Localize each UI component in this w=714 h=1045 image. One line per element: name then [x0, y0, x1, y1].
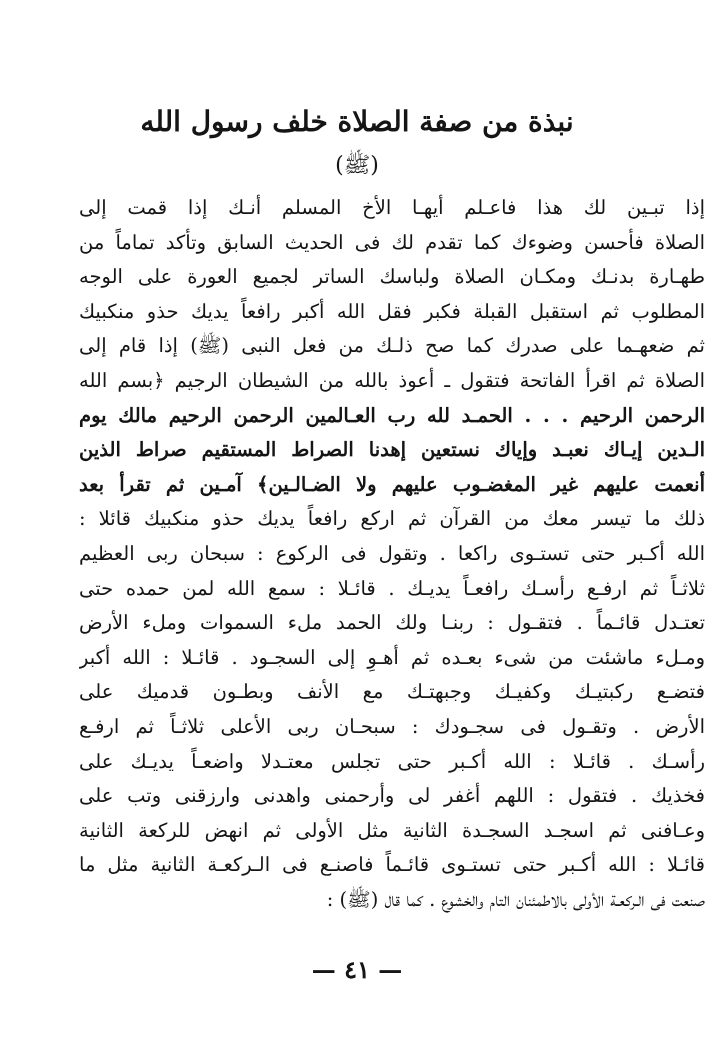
text-line: ذلك ما تيسر معك من القرآن ثم اركع رافعاً يديك حذو منكبيك قائلا : [79, 507, 705, 531]
text-line: ثم ضعهـما على صدرك كما صح ذلـك من فعل النبى (ﷺ) إذا قام إلى [79, 334, 705, 358]
text-line: الأرض . وتقـول فى سجـودك : سبحـان ربى الأعلى ثلاثـاً ثم ارفـع [79, 714, 705, 738]
text-line: ومـلء ماشئت من شىء بعـده ثم أهـوِ إلى السجـود . قائـلا : الله أكبر [79, 645, 705, 669]
text-line: ثلاثـاً ثم ارفـع رأسـك رافعـاً يديـك . قائـلا : سمع الله لمن حمده حتى [79, 576, 705, 600]
text-line: الله أكـبر حتى تستـوى راكعا . وتقول فى الركوع : سبحان ربى العظيم [79, 541, 705, 565]
text-line: فتضـع ركبتيـك وكفيـك وجبهتـك مع الأنف وبطـون قدميك على [79, 680, 705, 704]
text-line: قائـلا : الله أكـبر حتى تستـوى قائـماً فاصنـع فى الـركعـة الثانية مثل ما [79, 853, 705, 877]
honorific-symbol: (ﷺ) [335, 153, 379, 178]
text-line: الصلاة ثم اقرأ الفاتحة فتقول ـ أعوذ بالله من الشيطان الرجيم ﴿بسم الله [79, 368, 705, 392]
text-line: فخذيك . فتقول : اللهم أغفر لى وأرحمنى واهدنى وارزقنى وتب على [79, 784, 705, 808]
quran-text-line: الـدين إيـاك نعبـد وإياك نستعين إهدنا الصراط المستقيم صراط الذين [79, 438, 705, 462]
text-line: إذا تبـين لك هذا فاعـلم أيهـا الأخ المسلم أنـك إذا قمت إلى [79, 196, 705, 219]
text-line: طهـارة بدنـك ومكـان الصلاة ولباسك الساتر لجميع العورة على الوجه [79, 265, 705, 289]
text-line: رأسـك . قائـلا : الله أكـبر حتى تجلس معتـدلا واضعـاً يديـك على [79, 749, 705, 773]
body-text [79, 191, 705, 917]
page-title: نبذة من صفة الصلاة خلف رسول الله [140, 105, 574, 138]
text-line: صنعت فى الـركعـة الأولى بالاطمئنان التام والخشوع . كما قال (ﷺ) : [326, 887, 705, 911]
page-number: — ٤١ — [311, 955, 403, 984]
quran-text-line: الرحمن الرحيم . . . الحمـد لله رب العـالمين الرحمن الرحيم مالك يوم [79, 403, 705, 427]
text-line: المطلوب ثم استقبل القبلة فكبر فقل الله أكبر رافعاً يديك حذو منكبيك [79, 299, 705, 323]
text-line: تعتـدل قائـماً . فتقـول : ربنـا ولك الحمد ملء السموات وملء الأرض [79, 611, 705, 635]
text-line: وعـافنى ثم اسجـد السجـدة الثانية مثل الأولى ثم انهض للركعة الثانية [79, 818, 705, 842]
text-line: الصلاة فأحسن وضوءك كما تقدم لك فى الحديث السابق وتأكد تماماً من [79, 230, 705, 254]
quran-text-line: أنعمت عليهم غير المغضـوب عليهم ولا الضـالـين﴾ آمـين ثم تقرأ بعد [79, 472, 705, 496]
